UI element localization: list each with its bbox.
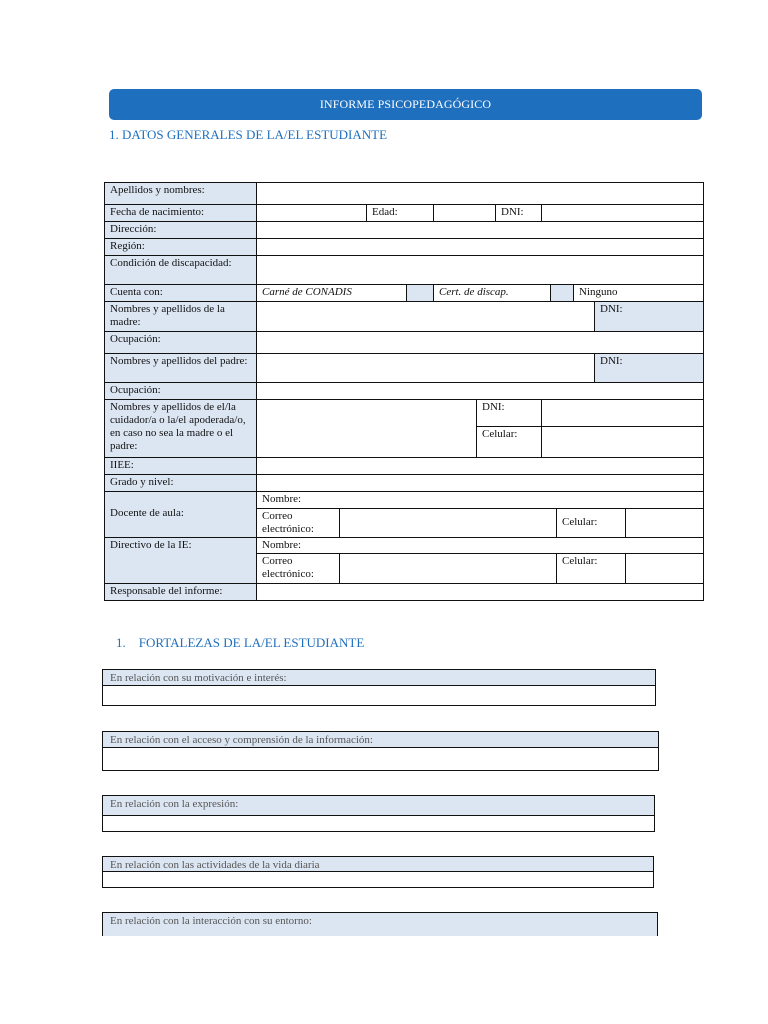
label-ocupacion-padre: Ocupación:: [104, 382, 257, 400]
label-docente-correo: Correo electrónico:: [256, 508, 340, 538]
fortaleza-acceso-label: En relación con el acceso y comprensión de la información:: [103, 732, 658, 748]
label-responsable: Responsable del informe:: [104, 583, 257, 601]
label-region: Región:: [104, 238, 257, 256]
field-docente-celular[interactable]: [625, 508, 704, 538]
fortaleza-motivacion-field[interactable]: [103, 686, 655, 705]
field-madre[interactable]: [256, 301, 595, 332]
field-apellidos[interactable]: [256, 182, 704, 205]
option-cert-discap: Cert. de discap.: [433, 284, 551, 302]
label-dni-madre: DNI:: [594, 301, 704, 332]
fortaleza-vida-diaria-label: En relación con las actividades de la vida diaria: [103, 857, 653, 872]
field-celular-cuidador[interactable]: [541, 426, 704, 458]
field-edad[interactable]: [433, 204, 496, 222]
field-direccion[interactable]: [256, 221, 704, 239]
fortaleza-acceso-box: [102, 731, 659, 771]
field-docente-nombre[interactable]: Nombre:: [256, 491, 704, 509]
fortaleza-interaccion-label: En relación con la interacción con su entorno:: [103, 913, 657, 936]
checkbox-cert-discap[interactable]: [550, 284, 574, 302]
label-padre: Nombres y apellidos del padre:: [104, 353, 257, 383]
field-ocupacion-padre[interactable]: [256, 382, 704, 400]
report-title-banner: [109, 89, 702, 120]
fortaleza-vida-diaria-field[interactable]: [103, 872, 653, 887]
label-madre: Nombres y apellidos de la madre:: [104, 301, 257, 332]
field-region[interactable]: [256, 238, 704, 256]
label-dni: DNI:: [495, 204, 542, 222]
fortaleza-expresion-field[interactable]: [103, 816, 654, 831]
field-docente-correo[interactable]: [339, 508, 557, 538]
label-celular-cuidador: Celular:: [476, 426, 542, 458]
label-ocupacion-madre: Ocupación:: [104, 331, 257, 354]
option-ninguno: Ninguno: [573, 284, 704, 302]
field-directivo-correo[interactable]: [339, 553, 557, 584]
field-cuidador[interactable]: [256, 399, 477, 458]
field-ocupacion-madre[interactable]: [256, 331, 704, 354]
label-fecha-nacimiento: Fecha de nacimiento:: [104, 204, 257, 222]
label-directivo-correo: Correo electrónico:: [256, 553, 340, 584]
label-cuenta-con: Cuenta con:: [104, 284, 257, 302]
section-1-heading: 1. DATOS GENERALES DE LA/EL ESTUDIANTE: [109, 127, 388, 142]
field-condicion[interactable]: [256, 255, 704, 285]
fortaleza-motivacion-label: En relación con su motivación e interés:: [103, 670, 655, 686]
fortaleza-vida-diaria-box: [102, 856, 654, 888]
fortaleza-acceso-field[interactable]: [103, 748, 658, 770]
field-grado-nivel[interactable]: [256, 474, 704, 492]
checkbox-carne-conadis[interactable]: [406, 284, 434, 302]
fortaleza-interaccion-box: [102, 912, 658, 936]
fortaleza-expresion-box: [102, 795, 655, 832]
label-direccion: Dirección:: [104, 221, 257, 239]
label-iiee: IIEE:: [104, 457, 257, 475]
report-title: INFORME PSICOPEDAGÓGICO: [319, 97, 492, 111]
label-cuidador: Nombres y apellidos de el/la cuidador/a o la/el apoderada/o, en caso no sea la madre o el padre:: [104, 399, 257, 458]
label-docente-celular: Celular:: [556, 508, 626, 538]
label-edad: Edad:: [366, 204, 434, 222]
field-iiee[interactable]: [256, 457, 704, 475]
label-docente: Docente de aula:: [104, 491, 257, 538]
label-dni-padre: DNI:: [594, 353, 704, 383]
field-directivo-nombre[interactable]: Nombre:: [256, 537, 704, 554]
field-fecha-nacimiento[interactable]: [256, 204, 367, 222]
field-padre[interactable]: [256, 353, 595, 383]
fortaleza-motivacion-box: [102, 669, 656, 706]
field-responsable[interactable]: [256, 583, 704, 601]
fortaleza-expresion-label: En relación con la expresión:: [103, 796, 654, 816]
label-dni-cuidador: DNI:: [476, 399, 542, 427]
label-directivo: Directivo de la IE:: [104, 537, 257, 584]
label-grado-nivel: Grado y nivel:: [104, 474, 257, 492]
label-condicion: Condición de discapacidad:: [104, 255, 257, 285]
field-directivo-celular[interactable]: [625, 553, 704, 584]
field-dni[interactable]: [541, 204, 704, 222]
field-dni-cuidador[interactable]: [541, 399, 704, 427]
label-apellidos: Apellidos y nombres:: [104, 182, 257, 205]
label-directivo-celular: Celular:: [556, 553, 626, 584]
section-2-heading: 1. FORTALEZAS DE LA/EL ESTUDIANTE: [116, 635, 365, 650]
option-carne-conadis: Carné de CONADIS: [256, 284, 407, 302]
